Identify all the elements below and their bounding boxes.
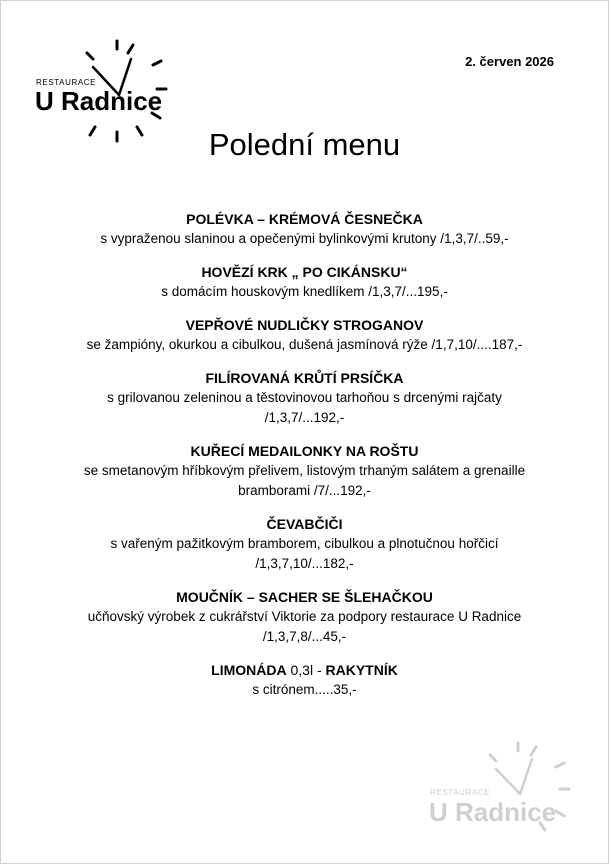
menu-item-name: KUŘECÍ MEDAILONKY NA ROŠTU: [190, 443, 419, 459]
menu-item: [63, 368, 546, 428]
menu-date: 2. červen 2026: [465, 54, 554, 69]
menu-item: [63, 315, 546, 355]
drink-volume: 0,3l -: [286, 662, 326, 678]
menu-item: [63, 262, 546, 302]
logo-big-text: U Radnice: [35, 86, 163, 116]
menu-item-desc: s vařeným pažitkovým bramborem, cibulkou a plnotučnou hořčicí: [110, 536, 499, 551]
menu-item-desc: s vypraženou slaninou a opečenými bylinkovými krutony /1,3,7/..59,-: [100, 231, 509, 246]
drink-name: LIMONÁDA: [211, 662, 287, 678]
menu-item-name: VEPŘOVÉ NUDLIČKY STROGANOV: [185, 317, 424, 333]
menu-item-name: ČEVABČIČI: [266, 516, 343, 532]
menu-item-desc: /1,3,7,10/...182,-: [255, 556, 354, 571]
menu-item-desc: se žampióny, okurkou a cibulkou, dušená jasmínová rýže /1,7,10/....187,-: [86, 337, 523, 352]
menu-item-desc: s grilovanou zeleninou a těstovinovou tarhoňou s drcenými rajčaty: [107, 390, 502, 405]
menu-item-desc: /1,3,7,8/...45,-: [262, 629, 347, 644]
restaurant-logo-watermark: [426, 739, 576, 835]
menu-item-desc: učňovský výrobek z cukrářství Viktorie za podpory restaurace U Radnice: [87, 609, 522, 624]
logo-small-text: RESTAURACE: [36, 78, 97, 87]
menu-list: [63, 209, 546, 713]
menu-item: [63, 514, 546, 574]
menu-item-desc: s domácím houskovým knedlíkem /1,3,7/...195,-: [161, 284, 448, 299]
drink-flavor: RAKYTNÍK: [325, 662, 398, 678]
watermark-small-text: RESTAURACE: [430, 788, 491, 797]
menu-item-name: HOVĚZÍ KRK „ PO CIKÁNSKU“: [201, 264, 408, 280]
menu-item-desc: bramborami /7/...192,-: [238, 483, 371, 498]
menu-item: [63, 587, 546, 647]
watermark-big-text: U Radnice: [429, 797, 557, 827]
menu-item-name: [63, 660, 546, 680]
menu-item-desc: /1,3,7/...192,-: [264, 410, 345, 425]
page-title: Polední menu: [208, 127, 401, 162]
menu-item-name: POLÉVKA – KRÉMOVÁ ČESNEČKA: [186, 211, 423, 227]
menu-item: [63, 441, 546, 501]
menu-item-desc: se smetanovým hříbkovým přelivem, listovým trhaným salátem a grenaille: [83, 463, 526, 478]
menu-item-desc: s citrónem.....35,-: [252, 682, 357, 697]
menu-item-name: FILÍROVANÁ KRŮTÍ PRSÍČKA: [205, 370, 404, 386]
menu-item-drink: [63, 660, 546, 700]
menu-item: [63, 209, 546, 249]
menu-item-name: MOUČNÍK – SACHER SE ŠLEHAČKOU: [176, 589, 433, 605]
